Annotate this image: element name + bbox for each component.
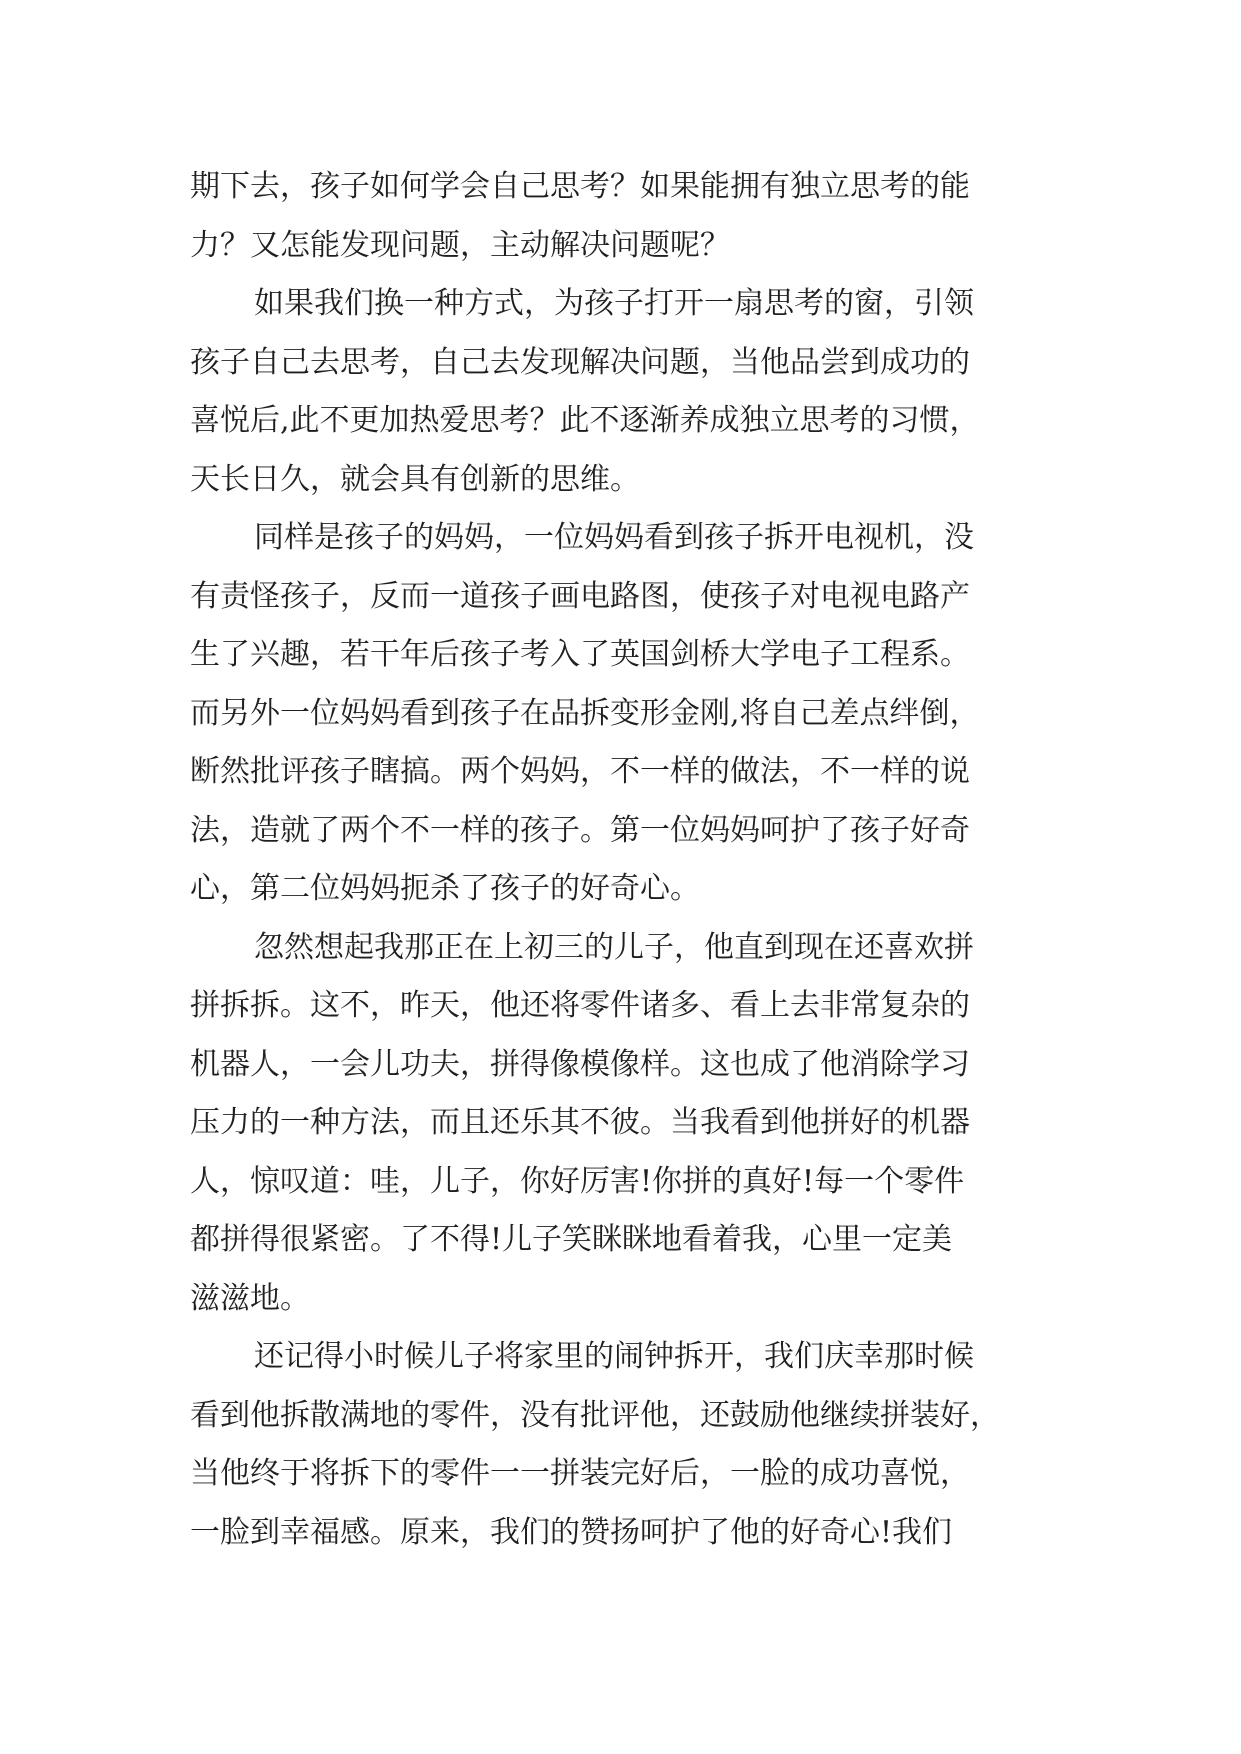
text-line: 都拼得很紧密。了不得!儿子笑眯眯地看着我，心里一定美 (190, 1222, 953, 1257)
text-line: 当他终于将拆下的零件一一拼装完好后，一脸的成功喜悦， (190, 1456, 970, 1491)
text-line: 看到他拆散满地的零件，没有批评他，还鼓励他继续拼装好， (190, 1397, 1000, 1433)
text-line: 滋滋地。 (190, 1280, 310, 1316)
text-line: 一脸到幸福感。原来，我们的赞扬呵护了他的好奇心!我们 (190, 1514, 953, 1550)
text-line: 拼拆拆。这不，昨天，他还将零件诸多、看上去非常复杂的 (190, 988, 970, 1023)
text-line: 机器人，一会儿功夫，拼得像模像样。这也成了他消除学习 (190, 1046, 970, 1082)
text-line: 压力的一种方法，而且还乐其不彼。当我看到他拼好的机器 (190, 1105, 970, 1140)
text-line: 天长日久，就会具有创新的思维。 (190, 461, 640, 497)
paragraph-start-line: 同样是孩子的妈妈，一位妈妈看到孩子拆开电视机，没 (254, 520, 974, 555)
text-line: 心，第二位妈妈扼杀了孩子的好奇心。 (190, 871, 700, 906)
text-line: 孩子自己去思考，自己去发现解决问题，当他品尝到成功的 (190, 344, 970, 380)
text-line: 力？又怎能发现问题，主动解决问题呢？ (190, 227, 730, 263)
paragraph-start-line: 如果我们换一种方式，为孩子打开一扇思考的窗，引领 (254, 286, 974, 321)
text-line: 有责怪孩子，反而一道孩子画电路图，使孩子对电视电路产 (190, 578, 970, 614)
body-text (190, 158, 1070, 1562)
paragraph-start-line: 忽然想起我那正在上初三的儿子，他直到现在还喜欢拼 (254, 929, 974, 965)
text-line: 人，惊叹道：哇，儿子，你好厉害!你拼的真好!每一个零件 (190, 1163, 965, 1199)
text-line: 生了兴趣，若干年后孩子考入了英国剑桥大学电子工程系。 (190, 637, 970, 672)
paragraph-start-line: 还记得小时候儿子将家里的闹钟拆开，我们庆幸那时候 (254, 1339, 974, 1374)
text-line: 而另外一位妈妈看到孩子在品拆变形金刚,将自己差点绊倒， (190, 695, 980, 731)
text-line: 断然批评孩子瞎搞。两个妈妈，不一样的做法，不一样的说 (190, 754, 970, 789)
text-line: 法，造就了两个不一样的孩子。第一位妈妈呵护了孩子好奇 (190, 812, 970, 848)
text-line: 期下去，孩子如何学会自己思考？如果能拥有独立思考的能 (190, 169, 970, 204)
text-line: 喜悦后,此不更加热爱思考？此不逐渐养成独立思考的习惯， (190, 403, 980, 438)
